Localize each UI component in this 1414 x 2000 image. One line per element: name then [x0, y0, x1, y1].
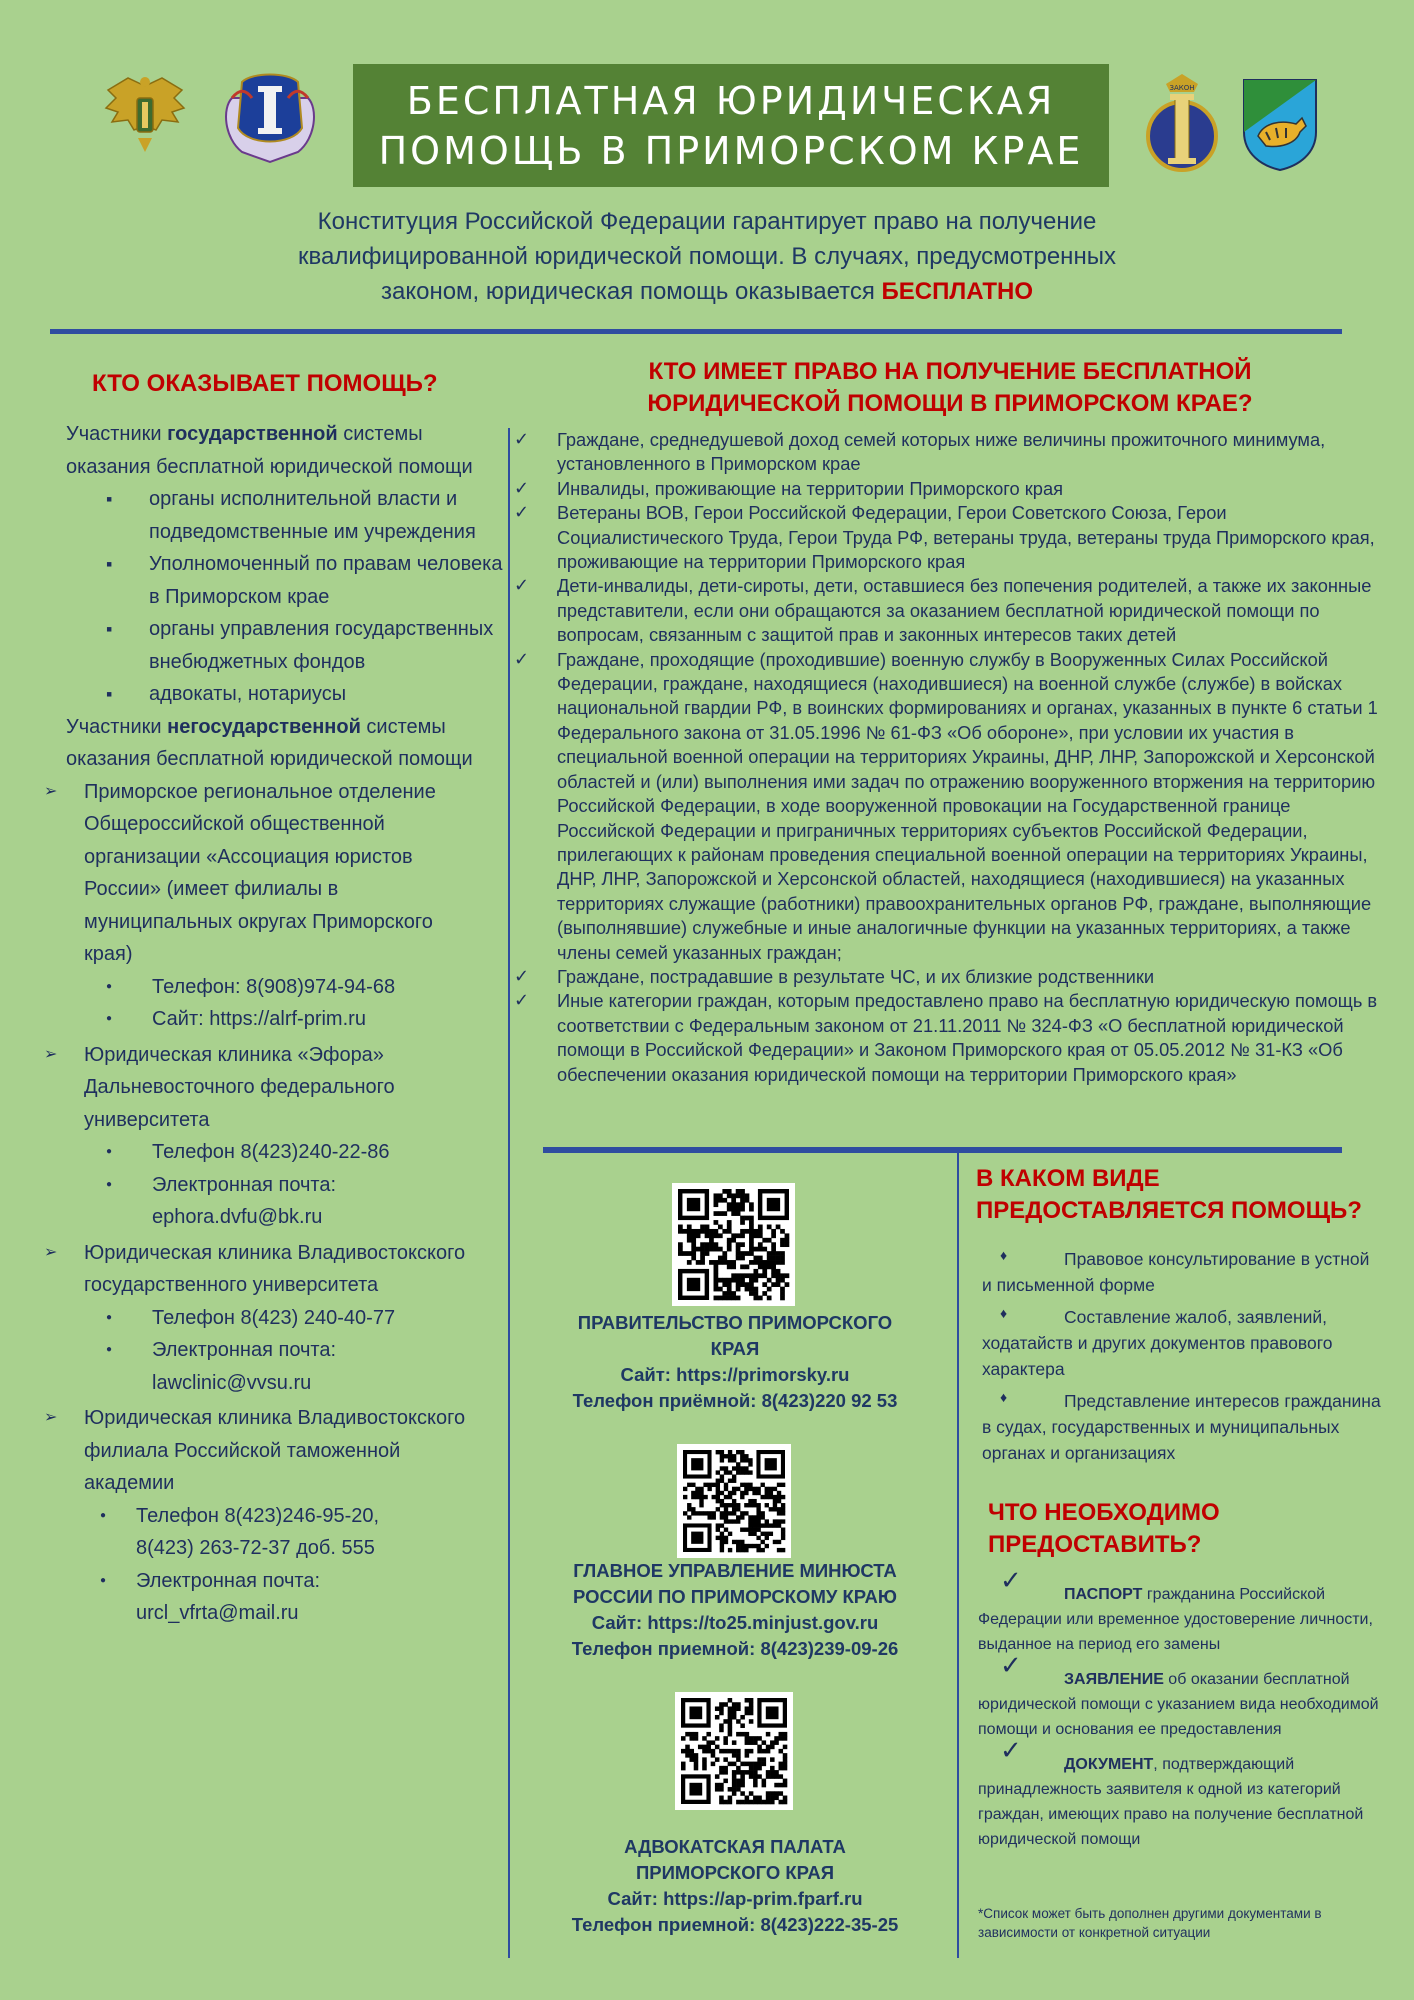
- state-system-heading: [66, 418, 486, 483]
- org-rta: [46, 1402, 486, 1630]
- org-email: ● Электронная почта: ephora.dvfu@bk.ru: [152, 1169, 452, 1234]
- doc-bold: ЗАЯВЛЕНИЕ: [1064, 1671, 1164, 1688]
- eligible-item-text: Граждане, среднедушевой доход семей которых ниже величины прожиточного минимума, установленного в Приморском крае: [557, 429, 1326, 475]
- required-docs-title-line-2: ПРЕДОСТАВИТЬ?: [988, 1531, 1202, 1558]
- eligible-item-text: Дети-инвалиды, дети-сироты, дети, оставшиеся без попечения родителей, а также их законные представители, если они обращаются за оказанием бесплатной юридической помощи по вопросам, связанным с защитой прав и законных интересов таких детей: [557, 575, 1372, 646]
- list-item: [982, 1388, 1382, 1466]
- docs-footnote: *Список может быть дополнен другими документами в зависимости от конкретной ситуации: [978, 1906, 1322, 1940]
- org-vvsu: [46, 1237, 486, 1400]
- check-icon: ✓: [514, 648, 530, 669]
- qr-code-icon[interactable]: [672, 1183, 795, 1306]
- list-item: [514, 989, 1392, 1087]
- contact-government: [540, 1310, 930, 1414]
- org-efora: [46, 1039, 486, 1234]
- justice-shield-emblem-icon: [212, 68, 328, 171]
- contact-name-line-2: ПРИМОРСКОГО КРАЯ: [635, 1862, 835, 1883]
- eligible-title: [540, 356, 1360, 420]
- check-icon: ✓: [514, 429, 530, 449]
- eligible-item-text: Граждане, пострадавшие в результате ЧС, и их близкие родственники: [557, 965, 1155, 987]
- list-item: [978, 1565, 1410, 1657]
- diamond-bullet-icon: ♦: [1000, 1389, 1008, 1405]
- state-participants-list: [66, 483, 509, 711]
- org-alrf: [46, 776, 486, 1036]
- column-divider: [508, 428, 510, 1958]
- check-icon: ✓: [514, 502, 530, 523]
- nonstate-prefix: Участники: [66, 715, 162, 738]
- intro-line-1: Конституция Российской Федерации гарантирует право на получение: [317, 208, 1097, 235]
- contact-phone: Телефон приемной: 8(423)222-35-25: [571, 1914, 899, 1935]
- nonstate-bold: негосударственной: [167, 715, 361, 738]
- list-item: [514, 428, 1392, 477]
- list-item: [514, 501, 1392, 574]
- contact-site[interactable]: Сайт: https://to25.minjust.gov.ru: [591, 1612, 879, 1633]
- poster-title: [353, 64, 1109, 187]
- help-form-text: Правовое консультирование в устной и письменной форме: [982, 1249, 1370, 1295]
- list-item: [978, 1735, 1410, 1852]
- intro-free-highlight: БЕСПЛАТНО: [881, 278, 1034, 305]
- contact-minjust: [540, 1558, 930, 1662]
- check-icon: ✓: [514, 990, 530, 1011]
- intro-line-3-text: законом, юридическая помощь оказывается: [380, 278, 875, 305]
- primorsky-tiger-coat-of-arms-icon: [1240, 76, 1320, 177]
- list-item: ▪ органы управления государственных внебюджетных фондов: [149, 613, 509, 678]
- check-icon: ✓: [514, 477, 530, 498]
- who-helps-title: КТО ОКАЗЫВАЕТ ПОМОЩЬ?: [92, 370, 438, 397]
- contact-name-line-2: РОССИИ ПО ПРИМОРСКОМУ КРАЮ: [573, 1586, 897, 1607]
- eligible-item-text: Ветераны ВОВ, Герои Российской Федерации, Герои Советского Союза, Герои Социалистического Труда, Герои Труда РФ, ветераны труда, ветераны труда Приморского края, проживающие на территории Приморского края: [557, 502, 1375, 573]
- contact-bar-chamber: [540, 1834, 930, 1938]
- org-contacts: [66, 1500, 436, 1630]
- help-form-text: Представление интересов гражданина в судах, государственных и муниципальных органах и организациях: [982, 1391, 1381, 1463]
- contact-site[interactable]: Сайт: https://ap-prim.fparf.ru: [607, 1888, 863, 1909]
- eligible-title-line-2: ЮРИДИЧЕСКОЙ ПОМОЩИ В ПРИМОРСКОМ КРАЕ?: [647, 390, 1253, 417]
- emblem-law-text: ЗАКОН: [1169, 84, 1195, 92]
- eligible-item-text: Инвалиды, проживающие на территории Приморского края: [557, 477, 1064, 499]
- list-item: [514, 648, 1392, 965]
- intro-text: [200, 204, 1214, 309]
- state-suffix: системы оказания бесплатной юридической помощи: [66, 423, 473, 478]
- org-phone: ● Телефон 8(423)246-95-20, 8(423) 263-72-37 доб. 555: [136, 1500, 436, 1565]
- org-contacts: [66, 1136, 452, 1234]
- eligible-item-text: Иные категории граждан, которым предоставлено право на бесплатную юридическую помощь в соответствии с Федеральным законом от 21.11.2011 № 324-ФЗ «О бесплатной юридической помощи в Российской Федерации» и Законом Приморского края от 05.05.2012 № 31-КЗ «Об обеспечении оказания юридической помощи на территории Приморского края»: [557, 990, 1378, 1085]
- check-icon: ✓: [514, 575, 530, 596]
- doc-rest: об оказании бесплатной юридической помощи с указанием вида необходимой помощи и основания ее предоставления: [978, 1671, 1379, 1738]
- nonstate-system-heading: [66, 711, 486, 776]
- help-forms-list: [982, 1246, 1382, 1466]
- nonstate-suffix: системы оказания бесплатной юридической помощи: [66, 715, 473, 770]
- check-icon: ✓: [1000, 1650, 1022, 1680]
- list-item: ▪ адвокаты, нотариусы: [149, 678, 509, 711]
- help-forms-title-line-2: ПРЕДОСТАВЛЯЕТСЯ ПОМОЩЬ?: [976, 1197, 1362, 1224]
- arrow-bullet-icon: ➢: [44, 782, 58, 800]
- org-email: ● Электронная почта: lawclinic@vvsu.ru: [152, 1334, 452, 1399]
- org-name: Приморское региональное отделение Общероссийской общественной организации «Ассоциация юристов России» (имеет филиалы в муниципальных округах Приморского края): [84, 780, 436, 965]
- required-docs-list: [978, 1565, 1410, 1852]
- contact-name-line-1: ПРАВИТЕЛЬСТВО ПРИМОРСКОГО: [577, 1312, 893, 1333]
- arrow-bullet-icon: ➢: [44, 1409, 58, 1426]
- eligible-bottom-divider: [543, 1147, 1342, 1153]
- eligible-title-line-1: КТО ИМЕЕТ ПРАВО НА ПОЛУЧЕНИЕ БЕСПЛАТНОЙ: [648, 358, 1252, 385]
- eagle-emblem-icon: [98, 68, 192, 167]
- org-name: Юридическая клиника «Эфора» Дальневосточного федерального университета: [84, 1043, 395, 1131]
- required-docs-title-line-1: ЧТО НЕОБХОДИМО: [988, 1499, 1220, 1526]
- arrow-bullet-icon: ➢: [44, 1045, 58, 1063]
- org-name: Юридическая клиника Владивостокского филиала Российской таможенной академии: [84, 1407, 466, 1494]
- title-line-1: БЕСПЛАТНАЯ ЮРИДИЧЕСКАЯ: [406, 78, 1056, 123]
- eligible-list: [512, 428, 1392, 1087]
- title-line-2: ПОМОЩЬ В ПРИМОРСКОМ КРАЕ: [378, 128, 1084, 173]
- intro-line-2: квалифицированной юридической помощи. В случаях, предусмотренных: [298, 243, 1116, 270]
- org-site: ● Сайт: https://alrf-prim.ru: [152, 1003, 486, 1036]
- list-item: [514, 574, 1392, 647]
- eligible-section: [512, 428, 1392, 1087]
- contacts-divider: [957, 1153, 959, 1958]
- help-forms-title: [976, 1163, 1396, 1227]
- contact-name-line-1: ГЛАВНОЕ УПРАВЛЕНИЕ МИНЮСТА: [573, 1560, 897, 1581]
- org-phone: ● Телефон 8(423) 240-40-77: [152, 1302, 452, 1335]
- header-divider: [50, 329, 1342, 334]
- list-item: [982, 1246, 1382, 1298]
- doc-rest: гражданина Российской Федерации или временное удостоверение личности, выданное на период его замены: [978, 1586, 1373, 1653]
- list-item: [982, 1304, 1382, 1382]
- who-helps-section: [44, 418, 503, 1630]
- check-icon: ✓: [1000, 1565, 1022, 1595]
- contact-phone: Телефон приемной: 8(423)239-09-26: [571, 1638, 899, 1659]
- qr-code-icon[interactable]: [675, 1692, 793, 1810]
- help-forms-title-line-1: В КАКОМ ВИДЕ: [976, 1165, 1160, 1192]
- list-item: [978, 1650, 1410, 1742]
- org-phone: ● Телефон 8(423)240-22-86: [152, 1136, 452, 1169]
- qr-code-icon[interactable]: [677, 1444, 791, 1558]
- doc-bold: ДОКУМЕНТ: [1064, 1756, 1154, 1773]
- state-bold: государственной: [167, 423, 338, 445]
- org-contacts: [66, 1302, 452, 1400]
- list-item: [514, 477, 1392, 501]
- contact-name-line-1: АДВОКАТСКАЯ ПАЛАТА: [624, 1836, 846, 1857]
- arrow-bullet-icon: ➢: [44, 1243, 58, 1261]
- state-prefix: Участники: [66, 423, 162, 445]
- org-contacts: [66, 971, 486, 1036]
- law-column-emblem-icon: [1144, 70, 1220, 187]
- org-phone: ● Телефон: 8(908)974-94-68: [152, 971, 486, 1004]
- list-item: [514, 965, 1392, 989]
- diamond-bullet-icon: ♦: [1000, 1305, 1008, 1321]
- eligible-item-text: Граждане, проходящие (проходившие) военную службу в Вооруженных Силах Российской Федерации, граждане, находящиеся (находившиеся) на военной службе (службе) в войсках национальной гвардии РФ, в воинских формированиях и органах, указанных в пункте 6 статьи 1 Федерального закона от 31.05.1996 № 61-ФЗ «Об обороне», при условии их участия в специальной военной операции на территориях Украины, ДНР, ЛНР, Запорожской и Херсонской областей и (или) выполнения ими задач по отражению вооруженного вторжения на территорию Российской Федерации, в ходе вооруженной провокации на Государственной границе Российской Федерации и приграничных территориях субъектов Российской Федерации, прилегающих к районам проведения специальной военной операции на территориях Украины, ДНР, ЛНР, Запорожской и Херсонской областей, находящиеся (находившиеся) на указанных территориях служащие (работники) правоохранительных органов РФ, граждане, выполняющие (выполнявшие) служебные и иные аналогичные функции на указанных территориях, а также члены семей указанных граждан;: [557, 648, 1378, 963]
- list-item: ▪ органы исполнительной власти и подведомственные им учреждения: [149, 483, 509, 548]
- intro-line-3: [200, 274, 1214, 309]
- check-icon: ✓: [1000, 1735, 1022, 1765]
- list-item: ▪ Уполномоченный по правам человека в Приморском крае: [149, 548, 509, 613]
- diamond-bullet-icon: ♦: [1000, 1247, 1008, 1263]
- contact-site[interactable]: Сайт: https://primorsky.ru: [620, 1364, 850, 1385]
- required-docs-title: [988, 1497, 1388, 1561]
- contact-name-line-2: КРАЯ: [710, 1338, 760, 1359]
- help-form-text: Составление жалоб, заявлений, ходатайств и других документов правового характера: [982, 1307, 1333, 1379]
- org-name: Юридическая клиника Владивостокского государственного университета: [84, 1241, 466, 1296]
- check-icon: ✓: [514, 965, 530, 986]
- org-email: ● Электронная почта: urcl_vfrta@mail.ru: [136, 1565, 436, 1630]
- contact-phone: Телефон приёмной: 8(423)220 92 53: [572, 1390, 898, 1411]
- doc-rest: , подтверждающий принадлежность заявителя к одной из категорий граждан, имеющих право на получение бесплатной юридической помощи: [978, 1756, 1364, 1848]
- doc-bold: ПАСПОРТ: [1064, 1586, 1143, 1603]
